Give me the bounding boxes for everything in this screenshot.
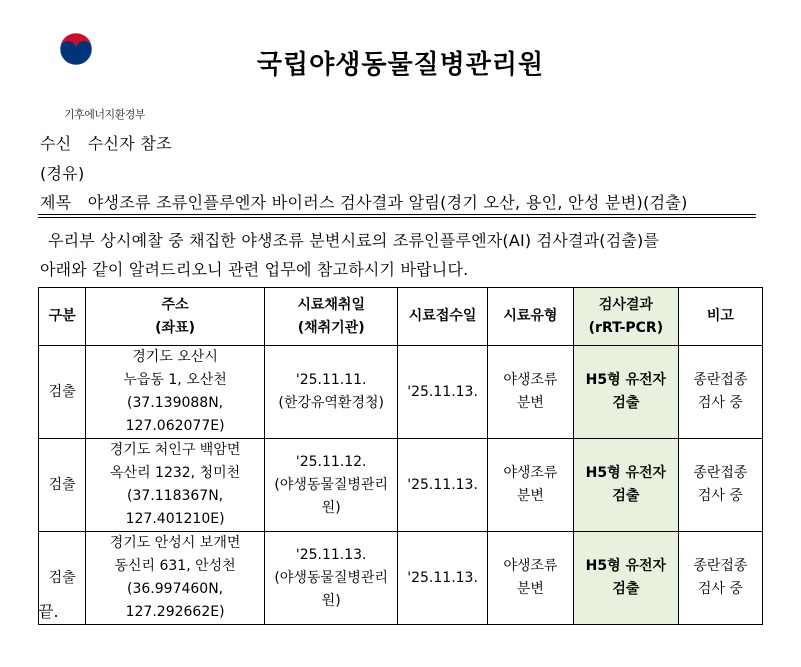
sample-type-line1: 야생조류 [503,558,558,574]
body-text-line1: 우리부 상시예찰 중 채집한 야생조류 분변시료의 조류인플루엔자(AI) 검사결과(검출)를 [48,231,660,250]
header-category: 구분 [39,288,86,346]
cell-category: 검출 [39,532,86,625]
remark-line1: 종란접종 [693,465,748,481]
collected-date: '25.11.11. [295,372,367,388]
collected-date: '25.11.12. [295,453,367,470]
cell-received: '25.11.13. [398,532,487,625]
via-line: (경유) [40,164,85,183]
header-sample-type: 시료유형 [487,288,573,346]
document-end-mark: 끝. [38,602,59,621]
cell-result [574,532,679,625]
header-collected-sub: (채취기관) [297,319,365,336]
header-address-sub: (좌표) [155,319,195,336]
cell-collected [264,346,398,439]
cell-received: '25.11.13. [398,346,487,439]
cell-sample-type [487,439,573,532]
subject-text: 야생조류 조류인플루엔자 바이러스 검사결과 알림(경기 오산, 용인, 안성 분변)(검출) [87,193,688,212]
results-table [38,287,763,625]
organization-title: 국립야생동물질병관리원 [256,50,545,80]
cell-remarks [678,346,762,439]
table-row [39,439,763,532]
coordinates: (37.139088N, 127.062077E) [125,395,225,434]
cell-address [86,532,265,625]
result-line1: H5형 유전자 [585,372,667,388]
remark-line1: 종란접종 [693,372,748,388]
address-line2: 누읍동 1, 오산천 [123,372,227,388]
address-line2: 동신리 631, 안성천 [114,558,236,574]
address-line1: 경기도 오산시 [132,349,218,365]
coordinates: (37.118367N, 127.401210E) [125,488,225,527]
remark-line1: 종란접종 [693,558,748,574]
result-line1: H5형 유전자 [585,558,667,574]
header-collected-title: 시료채취일 [297,296,365,313]
header-received: 시료접수일 [398,288,487,346]
header-collected [264,288,398,346]
coordinates: (36.997460N, 127.292662E) [125,581,225,620]
header-address-title: 주소 [161,296,189,313]
cell-result [574,346,679,439]
cell-category: 검출 [39,439,86,532]
header-result-title: 검사결과 [598,296,653,313]
sample-type-line2: 분변 [516,395,544,411]
cell-sample-type [487,532,573,625]
header-remarks: 비고 [678,288,762,346]
result-line2: 검출 [612,581,640,597]
collected-org: (야생동물질병관리원) [274,569,388,609]
header-result [574,288,679,346]
cell-collected [264,532,398,625]
cell-address [86,346,265,439]
collected-org: (한강유역환경청) [278,395,384,411]
header-result-sub: (rRT-PCR) [588,319,664,336]
table-row [39,532,763,625]
sample-type-line2: 분변 [516,581,544,597]
cell-category: 검출 [39,346,86,439]
cell-remarks [678,439,762,532]
table-header-row [39,288,763,346]
recipient-line [40,131,172,154]
remark-line2: 검사 중 [697,581,743,597]
header-address [86,288,265,346]
table-row [39,346,763,439]
remark-line2: 검사 중 [697,395,743,411]
cell-result [574,439,679,532]
recipient-label: 수신 [40,134,72,153]
cell-remarks [678,532,762,625]
subject-divider-double [38,217,756,218]
result-line1: H5형 유전자 [585,465,667,481]
sample-type-line1: 야생조류 [503,372,558,388]
result-line2: 검출 [612,488,640,504]
address-line2: 옥산리 1232, 청미천 [110,465,241,481]
sample-type-line1: 야생조류 [503,465,558,481]
subject-label: 제목 [40,193,72,212]
collected-date: '25.11.13. [295,546,367,563]
address-line1: 경기도 처인구 백암면 [109,442,241,458]
recipient-value: 수신자 참조 [87,134,172,153]
subject-line [40,190,688,213]
cell-received: '25.11.13. [398,439,487,532]
result-line2: 검출 [612,395,640,411]
ministry-name: 기후에너지환경부 [64,108,146,121]
address-line1: 경기도 안성시 보개면 [109,535,241,551]
cell-sample-type [487,346,573,439]
body-text-line2: 아래와 같이 알려드리오니 관련 업무에 참고하시기 바랍니다. [40,260,469,279]
remark-line2: 검사 중 [697,488,743,504]
cell-address [86,439,265,532]
collected-org: (야생동물질병관리원) [274,476,388,516]
sample-type-line2: 분변 [516,488,544,504]
subject-divider [38,214,756,215]
cell-collected [264,439,398,532]
